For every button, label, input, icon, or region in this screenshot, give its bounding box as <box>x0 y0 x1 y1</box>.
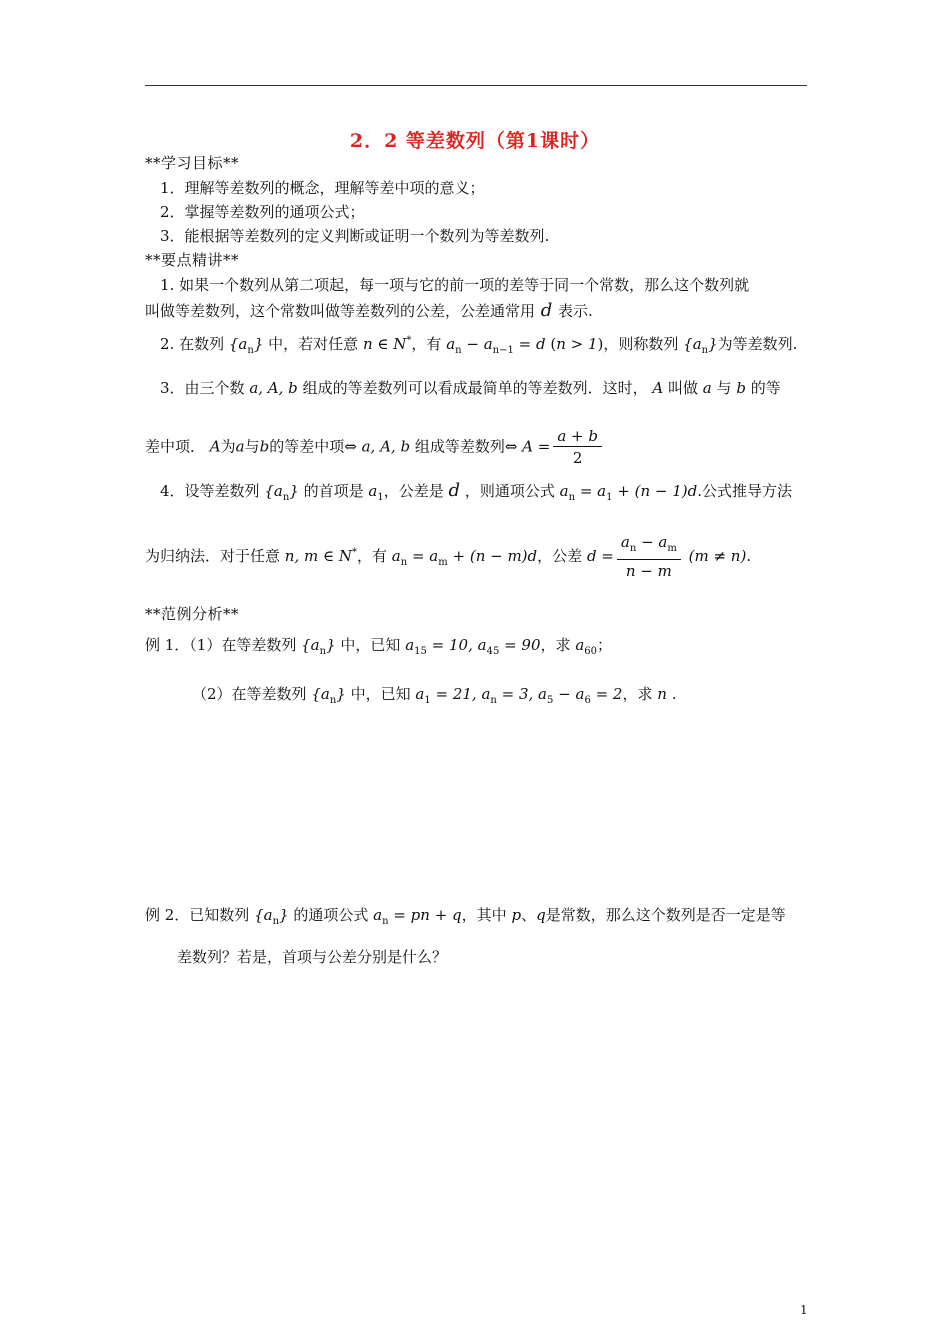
page-title: 2．2 等差数列（第1课时） <box>349 130 601 152</box>
page-number: 1 <box>800 1303 808 1317</box>
example-2-line-2: 差数列？若是，首项与公差分别是什么？ <box>177 948 448 966</box>
key-point-4-line-1: 4．设等差数列 $\{a_n\}$ 的首项是 $a_1$，公差是 d ，则通项公式 $a_n = a_1 + (n - 1)d$.公式推导方法 <box>160 480 792 503</box>
key-point-2: 2. 在数列 $\{a_n\}$ 中，若对任意 n ∈ N*，有 $a_n - a_{n-1} = d$ (n > 1)，则称数列 $\{a_n\}$为等差数列. <box>160 335 798 356</box>
example-1-part-2: （2）在等差数列 $\{a_n\}$ 中，已知 $a_1 = 21$, $a_n = 3$, $a_5 - a_6 = 2$，求 n . <box>192 685 677 706</box>
formula: n ∈ N* <box>362 335 412 353</box>
formula: $a_1 = 21$, $a_n = 3$, $a_5 - a_6 = 2$ <box>415 685 623 706</box>
formula: $a_n = a_1 + (n - 1)d$ <box>559 482 698 503</box>
key-point-3-line-1: 3．由三个数 a, A, b 组成的等差数列可以看成最简单的等差数列．这时， A 叫做 a 与 b 的等 <box>160 379 781 397</box>
key-point-4-line-2: 为归纳法．对于任意 n, m ∈ N*，有 $a_n = a_m + (n - m)d$，公差 d = $\frac{a_n - a_m}{n - m}$ (m ≠ n). <box>145 533 752 580</box>
formula: A = <box>522 437 551 456</box>
formula: $a_n = a_m + (n - m)d$ <box>391 547 538 568</box>
formula: $a_n - a_{n-1} = d$ (n > 1) <box>446 335 604 356</box>
example-1-part-1: 例 1．（1）在等差数列 $\{a_n\}$ 中，已知 $a_{15} = 10$, $a_{45} = 90$，求 $a_{60}$； <box>145 636 613 657</box>
example-2-line-1: 例 2．已知数列 $\{a_n\}$ 的通项公式 $a_n$ = pn + q，其中 p、q是常数，那么这个数列是否一定是等 <box>145 906 786 927</box>
examples-heading: **范例分析** <box>145 605 240 623</box>
formula: $a_{15} = 10$, $a_{45} = 90$ <box>405 636 541 657</box>
formula: a, A, b <box>249 379 298 397</box>
fraction: $\frac{a_n - a_m}{n - m}$ <box>617 532 681 582</box>
formula: $\{a_n\}$ <box>683 335 718 356</box>
key-point-1-line-2: 叫做等差数列，这个常数叫做等差数列的公差，公差通常用 d 表示. <box>145 300 593 321</box>
key-heading: **要点精讲** <box>145 251 240 269</box>
header-rule <box>145 85 807 86</box>
formula: $a_n$ = pn + q <box>373 906 462 927</box>
goal-item: 3．能根据等差数列的定义判断或证明一个数列为等差数列. <box>160 227 550 245</box>
goal-item: 2．掌握等差数列的通项公式； <box>160 203 365 221</box>
goals-heading: **学习目标** <box>145 154 240 172</box>
fraction: $\frac{a + b}{2}$ <box>553 426 602 469</box>
formula: $\{a_n\}$ <box>228 335 264 356</box>
key-point-1-line-1: 1. 如果一个数列从第二项起，每一项与它的前一项的差等于同一个常数，那么这个数列就 <box>160 276 750 294</box>
goal-item: 1．理解等差数列的概念，理解等差中项的意义； <box>160 179 485 197</box>
key-point-3-line-2: 差中项． A为a与b的等差中项⇔ a, A, b 组成等差数列⇔ A = $\frac{a + b}{2}$ <box>145 426 605 469</box>
